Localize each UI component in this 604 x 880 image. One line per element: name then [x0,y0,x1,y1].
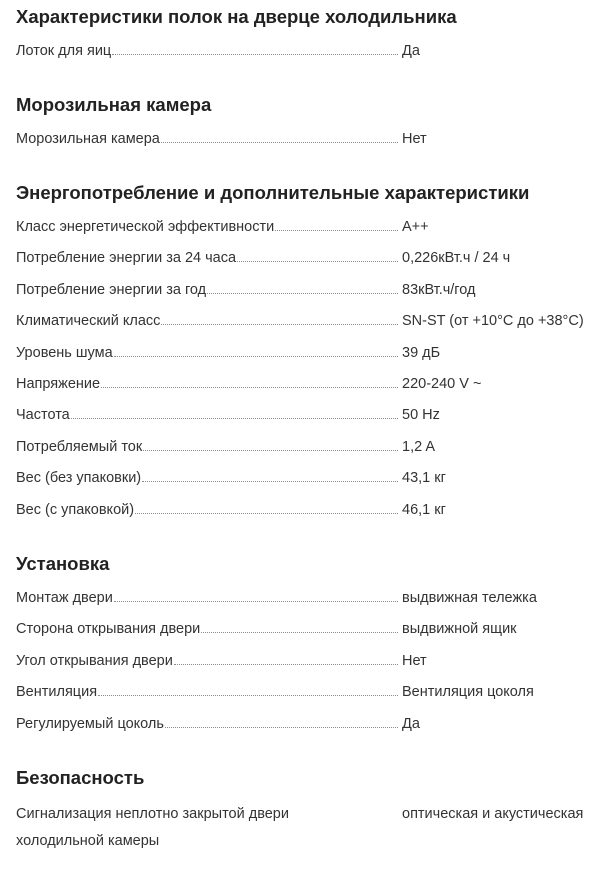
spec-value: 46,1 кг [402,501,446,518]
spec-value: A++ [402,219,429,235]
spec-value: выдвижная тележка [402,590,537,606]
spec-label: Угол открывания двери [16,652,173,669]
section-title: Морозильная камера [16,94,212,115]
section-title: Энергопотребление и дополнительные характеристики [16,182,530,203]
dotted-leader [275,229,398,231]
section-title: Характеристики полок на дверце холодильника [16,6,457,27]
spec-value: SN-ST (от +10°C до +38°C) [402,313,584,330]
spec-label: Монтаж двери [16,590,113,606]
spec-value: Да [402,715,420,732]
dotted-leader [101,386,398,388]
spec-row-noise [16,343,602,374]
spec-label: Лоток для яиц [16,43,112,59]
section-energy [16,181,602,531]
spec-label: Климатический класс [16,313,161,330]
section-door-shelves [16,5,602,72]
spec-label: Морозильная камера [16,131,160,147]
section-freezer [16,93,602,160]
spec-row-energy-class [16,217,602,248]
spec-value: оптическая и акустическая [402,806,584,822]
dotted-leader [135,512,398,514]
spec-row-door-side [16,619,602,650]
dotted-leader [112,53,398,55]
spec-label: Класс энергетической эффективности [16,219,275,235]
spec-label: Сторона открывания двери [16,621,201,638]
spec-value: Да [402,43,420,59]
dotted-leader [98,694,398,696]
spec-row-climate-class [16,311,602,342]
spec-label: Потребление энергии за 24 часа [16,250,237,267]
spec-value: 43,1 кг [402,470,446,487]
section-title: Установка [16,553,110,574]
section-title: Безопасность [16,767,145,788]
spec-row-adjustable-plinth [16,714,602,745]
spec-value: 0,226кВт.ч / 24 ч [402,250,511,267]
spec-row-door-angle [16,651,602,682]
dotted-leader [237,260,398,262]
dotted-leader [71,417,398,419]
spec-value: 83кВт.ч/год [402,281,476,298]
spec-row-current [16,437,602,468]
spec-row-energy-year [16,280,602,311]
dotted-leader [165,726,398,728]
spec-label: Вес (без упаковки) [16,470,142,487]
spec-row-door-mounting [16,588,602,619]
spec-row-frequency [16,405,602,436]
spec-row-ventilation [16,682,602,713]
spec-value: Нет [402,652,427,669]
spec-row-door-alarm [16,804,602,860]
spec-label: Частота [16,407,70,424]
spec-value: Нет [402,131,427,147]
dotted-leader [142,480,398,482]
spec-value: выдвижной ящик [402,621,517,638]
spec-value: 50 Hz [402,407,440,424]
spec-value: 39 дБ [402,344,441,361]
dotted-leader [161,323,398,325]
spec-label: Потребляемый ток [16,438,143,455]
dotted-leader [143,449,398,451]
spec-value: 220-240 V ~ [402,375,482,392]
section-installation [16,552,602,745]
spec-row-egg-tray [16,41,602,72]
dotted-leader [174,663,398,665]
section-safety [16,766,602,860]
spec-value: Вентиляция цоколя [402,684,534,701]
spec-row-weight-net [16,468,602,499]
spec-row-energy-24h [16,248,602,279]
dotted-leader [114,355,398,357]
spec-label: Уровень шума [16,344,113,361]
spec-label: Напряжение [16,375,101,392]
spec-value: 1,2 A [402,438,436,455]
dotted-leader [161,141,398,143]
spec-label: Регулируемый цоколь [16,715,164,732]
dotted-leader [114,600,398,602]
spec-label: Сигнализация неплотно закрытой двери холодильной камеры [16,806,289,849]
spec-row-freezer [16,129,602,160]
spec-row-weight-gross [16,500,602,531]
spec-label: Вентиляция [16,684,98,701]
spec-row-voltage [16,374,602,405]
spec-label: Вес (с упаковкой) [16,501,135,518]
dotted-leader [207,292,398,294]
spec-label: Потребление энергии за год [16,281,207,298]
dotted-leader [201,631,398,633]
